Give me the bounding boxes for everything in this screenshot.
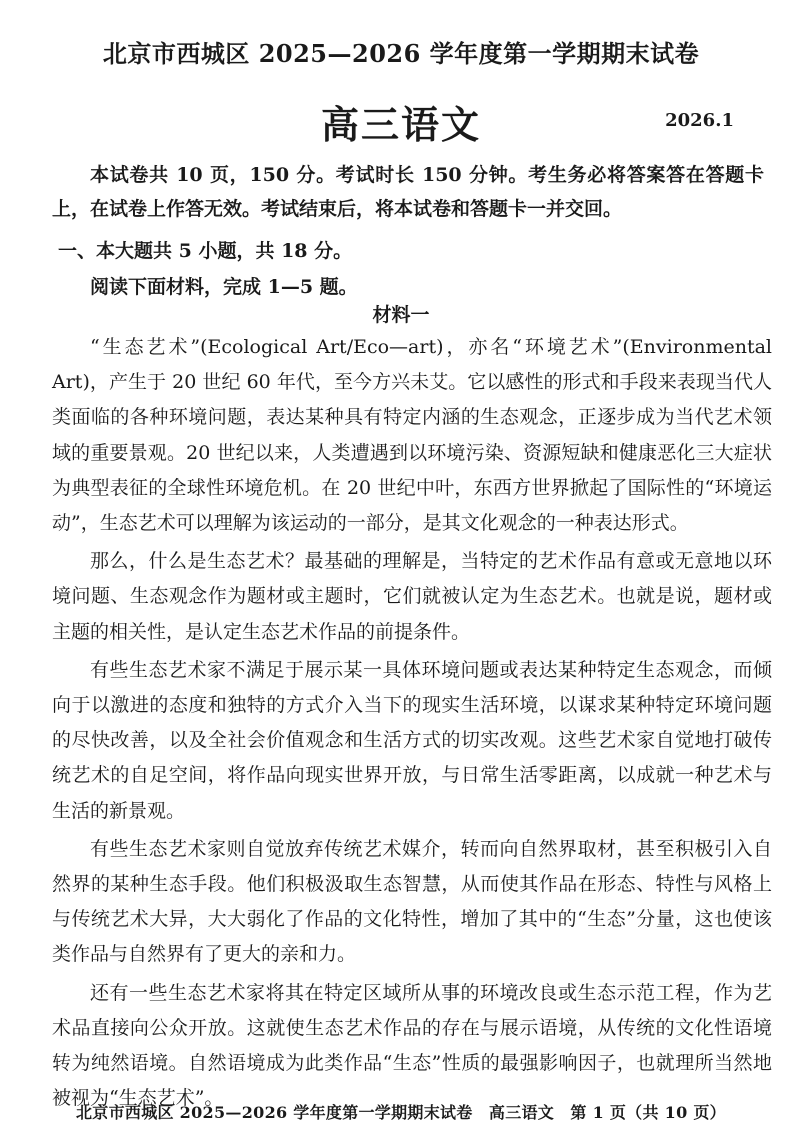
section-heading: 一、本大题共 5 小题，共 18 分。	[58, 240, 353, 262]
subject-row	[0, 94, 802, 147]
paragraph: 还有一些生态艺术家将其在特定区域所从事的环境改良或生态示范工程，作为艺术品直接向公众开放。这就使生态艺术作品的存在与展示语境，从传统的文化性语境转为纯然语境。自然语境成为此类作品“生态”性质的最强影响因子，也就理所当然地被视为“生态艺术”。	[52, 981, 772, 1110]
page-footer: 北京市西城区 2025—2026 学年度第一学期期末试卷 高三语文 第 1 页（共 10 页）	[76, 1103, 726, 1122]
exam-date: 2026.1	[665, 110, 734, 131]
exam-instructions: 本试卷共 10 页，150 分。考试时长 150 分钟。考生务必将答案答在答题卡上，在试卷上作答无效。考试结束后，将本试卷和答题卡一并交回。	[52, 164, 764, 220]
paragraph: 有些生态艺术家则自觉放弃传统艺术媒介，转而向自然界取材，甚至积极引入自然界的某种生态手段。他们积极汲取生态智慧，从而使其作品在形态、特性与风格上与传统艺术大异，大大弱化了作品的文化特性，增加了其中的“生态”分量，这也使该类作品与自然界有了更大的亲和力。	[52, 837, 772, 966]
subject-title: 高三语文	[320, 102, 481, 147]
reading-prompt: 阅读下面材料，完成 1—5 题。	[90, 276, 358, 298]
paragraph: “生态艺术”(Ecological Art/Eco—art)，亦名“环境艺术”(Environmental Art)，产生于 20 世纪 60 年代，至今方兴未艾。它以感性的形式和手段来表现当代人类面临的各种环境问题，表达某种具有特定内涵的生态观念，正逐步成为当代艺术领域的重要景观。20 世纪以来，人类遭遇到以环境污染、资源短缺和健康恶化三大症状为典型表征的全球性环境危机。在 20 世纪中叶，东西方世界掀起了国际性的“环境运动”，生态艺术可以理解为该运动的一部分，是其文化观念的一种表达形式。	[52, 336, 772, 535]
exam-title: 北京市西城区 2025—2026 学年度第一学期期末试卷	[102, 39, 700, 68]
paragraph: 有些生态艺术家不满足于展示某一具体环境问题或表达某种特定生态观念，而倾向于以激进的态度和独特的方式介入当下的现实生活环境，以谋求某种特定环境问题的尽快改善，以及全社会价值观念和生活方式的切实改观。这些艺术家自觉地打破传统艺术的自足空间，将作品向现实世界开放，与日常生活零距离，以成就一种艺术与生活的新景观。	[52, 658, 772, 822]
material-body	[52, 330, 772, 1119]
material-title: 材料一	[372, 304, 430, 326]
paragraph: 那么，什么是生态艺术？最基础的理解是，当特定的艺术作品有意或无意地以环境问题、生态观念作为题材或主题时，它们就被认定为生态艺术。也就是说，题材或主题的相关性，是认定生态艺术作品的前提条件。	[52, 550, 772, 643]
